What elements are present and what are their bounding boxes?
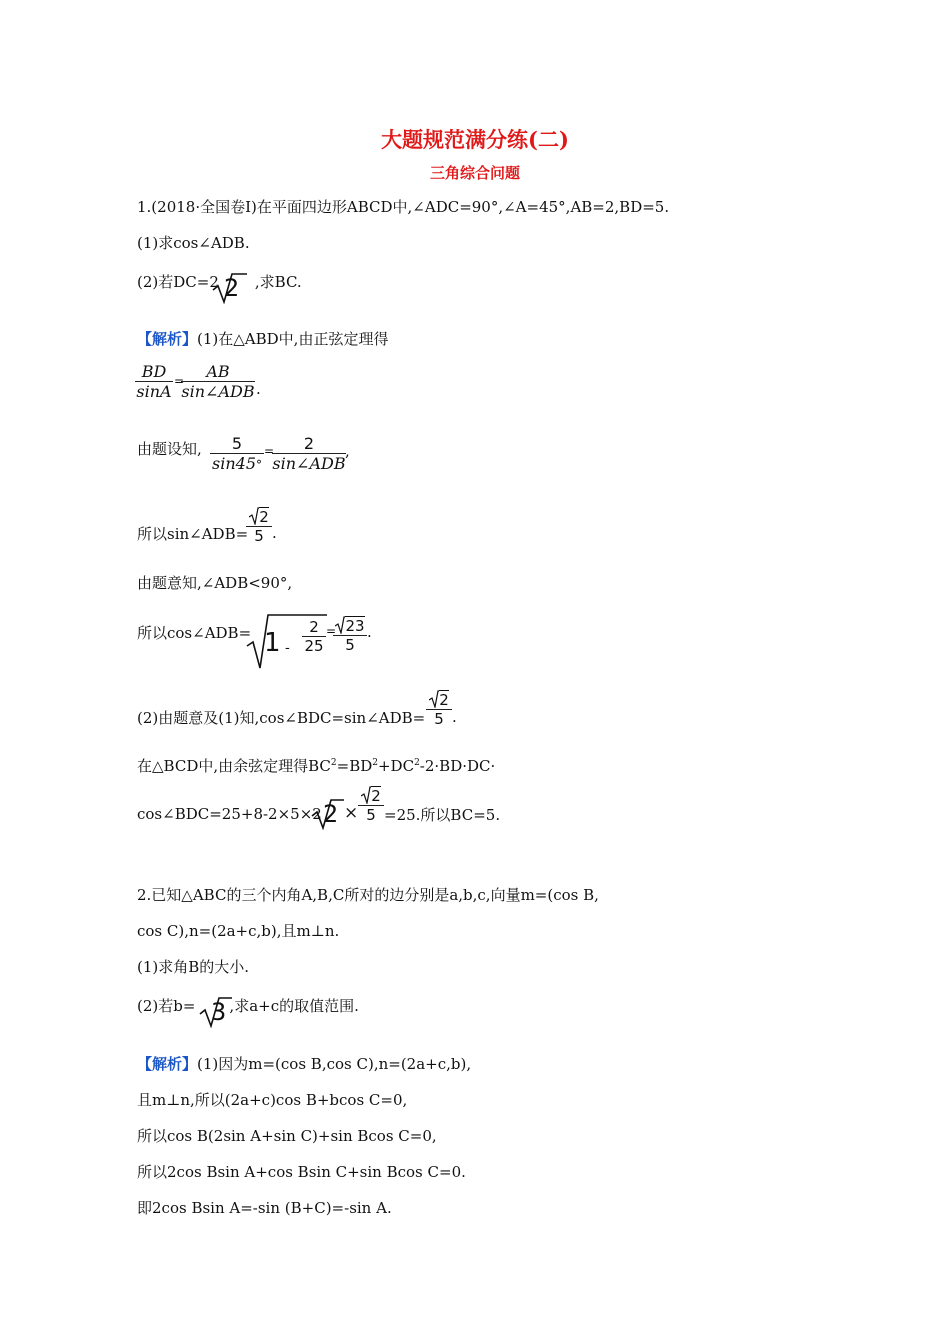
fraction-denominator: 25 xyxy=(304,637,324,655)
solution2-line1-text: (1)因为m=(cos B,cos C),n=(2a+c,b), xyxy=(197,1055,472,1073)
fraction-sqrt2-over-5 xyxy=(358,786,384,824)
fraction-denominator: sin∠ADB xyxy=(181,382,255,401)
problem2-line2: cos C),n=(2a+c,b),且m⊥n. xyxy=(137,922,340,940)
fraction-denominator: 5 xyxy=(366,806,376,824)
sqrt-icon xyxy=(429,690,439,708)
equals-sign: = xyxy=(174,374,185,388)
fraction-numerator: 5 xyxy=(231,434,243,453)
fraction-numerator: 2 xyxy=(371,787,381,805)
solution2-line1 xyxy=(137,1054,471,1074)
solution2-line3: 所以cos B(2sin A+sin C)+sin Bcos C=0, xyxy=(137,1127,437,1145)
fraction-denominator: sin∠ADB xyxy=(272,454,346,473)
problem2-q2 xyxy=(137,996,359,1016)
fraction-ab-sinadb xyxy=(181,362,255,401)
fraction-denominator: 5 xyxy=(254,527,264,545)
radicand-one: 1 xyxy=(264,628,281,658)
equals-sign: = xyxy=(326,624,337,638)
period: . xyxy=(367,623,372,641)
analysis-tag: 【解析】 xyxy=(137,330,198,348)
sqrt-icon xyxy=(249,507,259,525)
fraction-sqrt23-over-5 xyxy=(333,616,367,654)
fraction-numerator: 2 xyxy=(303,434,315,453)
cosine-law-part-c: +DC xyxy=(377,757,415,775)
sqrt-icon xyxy=(361,786,371,804)
problem2-q1: (1)求角B的大小. xyxy=(137,958,250,976)
fraction-numerator: 2 xyxy=(439,691,449,709)
times-sign: × xyxy=(344,803,359,823)
solution2-line5: 即2cos Bsin A=-sin (B+C)=-sin A. xyxy=(137,1199,392,1217)
cosine-law-part-a: 在△BCD中,由余弦定理得BC xyxy=(137,757,331,775)
cosine-law-part-b: =BD xyxy=(336,757,373,775)
problem2-q2-prefix: (2)若b= xyxy=(137,997,196,1015)
solution1-line2-prefix: 由题设知, xyxy=(137,440,202,458)
fraction-numerator: AB xyxy=(206,362,230,381)
exponent: 2 xyxy=(330,758,337,768)
period: . xyxy=(272,524,277,542)
fraction-numerator: 23 xyxy=(345,617,365,635)
fraction-denominator: sinA xyxy=(136,382,172,401)
page-subtitle: 三角综合问题 xyxy=(429,164,520,182)
page-title: 大题规范满分练(二) xyxy=(381,127,569,152)
analysis-tag: 【解析】 xyxy=(137,1055,198,1073)
problem2-q2-sqrt-value: 3 xyxy=(211,998,227,1026)
fraction-denominator: 5 xyxy=(434,710,444,728)
fraction-denominator: 5 xyxy=(345,636,355,654)
fraction-denominator: sin45 xyxy=(212,454,256,473)
exponent: 2 xyxy=(372,758,378,768)
problem1-q2-sqrt-value: 2 xyxy=(224,274,240,302)
comma: , xyxy=(345,442,350,460)
period: . xyxy=(452,708,457,726)
solution2-line4: 所以2cos Bsin A+cos Bsin C+sin Bcos C=0. xyxy=(137,1163,466,1181)
fraction-numerator: BD xyxy=(141,362,167,381)
fraction-sqrt2-over-5 xyxy=(426,690,452,728)
solution1-line8-suffix: =25.所以BC=5. xyxy=(384,806,501,824)
fraction-bd-sina xyxy=(135,362,173,401)
fraction-2-over-25 xyxy=(302,618,326,655)
sqrt-icon xyxy=(335,616,345,634)
equals-sign: = xyxy=(264,444,275,458)
solution1-line7 xyxy=(137,756,495,776)
fraction-numerator: 2 xyxy=(309,618,319,636)
fraction-numerator: 2 xyxy=(259,508,269,526)
problem1-q1: (1)求cos∠ADB. xyxy=(137,234,250,252)
fraction-5-sin45 xyxy=(210,434,264,473)
problem1-q2-prefix: (2)若DC=2 xyxy=(137,273,219,291)
cosine-law-part-d: -2·BD·DC· xyxy=(419,757,496,775)
solution1-line8-prefix: cos∠BDC=25+8-2×5×2 xyxy=(137,805,322,823)
period: . xyxy=(256,380,261,398)
fraction-2-sinadb xyxy=(272,434,346,473)
exponent: 2 xyxy=(414,758,420,768)
solution1-line1 xyxy=(137,329,388,349)
degree-sign: ° xyxy=(256,458,262,472)
solution1-line4: 由题意知,∠ADB<90°, xyxy=(137,574,293,592)
problem1-q2-suffix: ,求BC. xyxy=(254,273,302,291)
problem2-q2-suffix: ,求a+c的取值范围. xyxy=(229,997,359,1015)
problem1-statement: 1.(2018·全国卷Ⅰ)在平面四边形ABCD中,∠ADC=90°,∠A=45°,AB=2,BD=5. xyxy=(137,198,670,216)
solution2-line2: 且m⊥n,所以(2a+c)cos B+bcos C=0, xyxy=(137,1091,408,1109)
solution1-line5-prefix: 所以cos∠ADB= xyxy=(137,624,252,642)
solution1-line1-text: (1)在△ABD中,由正弦定理得 xyxy=(197,330,389,348)
solution1-line6-prefix: (2)由题意及(1)知,cos∠BDC=sin∠ADB= xyxy=(137,709,426,727)
minus-sign: - xyxy=(285,640,290,656)
fraction-sqrt2-over-5 xyxy=(246,507,272,545)
solution1-line3-prefix: 所以sin∠ADB= xyxy=(137,525,249,543)
sqrt-value: 2 xyxy=(323,800,339,828)
problem2-line1: 2.已知△ABC的三个内角A,B,C所对的边分别是a,b,c,向量m=(cos B, xyxy=(137,886,599,904)
